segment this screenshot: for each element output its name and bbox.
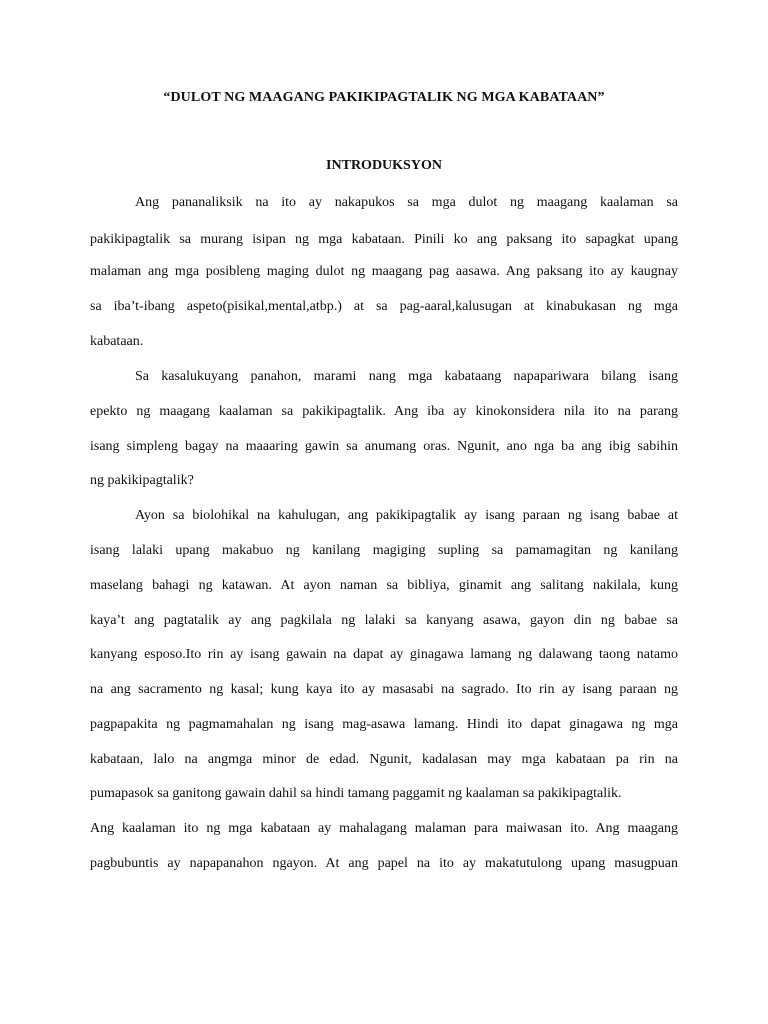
paragraph-line: kanyang esposo.Ito rin ay isang gawain na dapat ay ginagawa lamang ng dalawang taong natamo bbox=[90, 647, 678, 662]
paragraph-line: sa iba’t-ibang aspeto(pisikal,mental,atbp.) at sa pag-aaral,kalusugan at kinabukasan ng mga bbox=[90, 299, 678, 314]
paragraph-line: malaman ang mga posibleng maging dulot ng maagang pag aasawa. Ang paksang ito ay kaugnay bbox=[90, 264, 678, 279]
paragraph-line: Ang pananaliksik na ito ay nakapukos sa mga dulot ng maagang kaalaman sa bbox=[135, 195, 678, 210]
paragraph-line: kabataan, lalo na angmga minor de edad. Ngunit, kadalasan may mga kabataan pa rin na bbox=[90, 752, 678, 767]
paragraph-line: pagpapakita ng pagmamahalan ng isang mag-asawa lamang. Hindi ito dapat ginagawa ng mga bbox=[90, 717, 678, 732]
paragraph-line: pakikipagtalik sa murang isipan ng mga kabataan. Pinili ko ang paksang ito sapagkat upang bbox=[90, 232, 678, 247]
paragraph-line: ng pakikipagtalik? bbox=[90, 473, 194, 488]
paragraph-line: isang simpleng bagay na maaaring gawin sa anumang oras. Ngunit, ano nga ba ang ibig sabihin bbox=[90, 439, 678, 454]
paragraph-line: kaya’t ang pagtatalik ay ang pagkilala ng lalaki sa kanyang asawa, gayon din ng babae sa bbox=[90, 613, 678, 628]
paragraph-line: pumapasok sa ganitong gawain dahil sa hindi tamang paggamit ng kaalaman sa pakikipagtalik. bbox=[90, 786, 622, 801]
paragraph-line: Ayon sa biolohikal na kahulugan, ang pakikipagtalik ay isang paraan ng isang babae at bbox=[135, 508, 678, 523]
paragraph-line: epekto ng maagang kaalaman sa pakikipagtalik. Ang iba ay kinokonsidera nila ito na parang bbox=[90, 404, 678, 419]
paragraph-line: na ang sacramento ng kasal; kung kaya ito ay masasabi na sagrado. Ito rin ay isang paraan ng bbox=[90, 682, 678, 697]
section-heading: INTRODUKSYON bbox=[326, 158, 442, 173]
paragraph-line: Ang kaalaman ito ng mga kabataan ay mahalagang malaman para maiwasan ito. Ang maagang bbox=[90, 821, 678, 836]
paragraph-line: maselang bahagi ng katawan. At ayon naman sa bibliya, ginamit ang salitang nakilala, kung bbox=[90, 578, 678, 593]
paragraph-line: Sa kasalukuyang panahon, marami nang mga kabataang napapariwara bilang isang bbox=[135, 369, 678, 384]
document-title: “DULOT NG MAAGANG PAKIKIPAGTALIK NG MGA KABATAAN” bbox=[163, 90, 605, 105]
paragraph-line: pagbubuntis ay napapanahon ngayon. At ang papel na ito ay makatutulong upang masugpuan bbox=[90, 856, 678, 871]
paragraph-line: isang lalaki upang makabuo ng kanilang magiging supling sa pamamagitan ng kanilang bbox=[90, 543, 678, 558]
paragraph-line: kabataan. bbox=[90, 334, 144, 349]
